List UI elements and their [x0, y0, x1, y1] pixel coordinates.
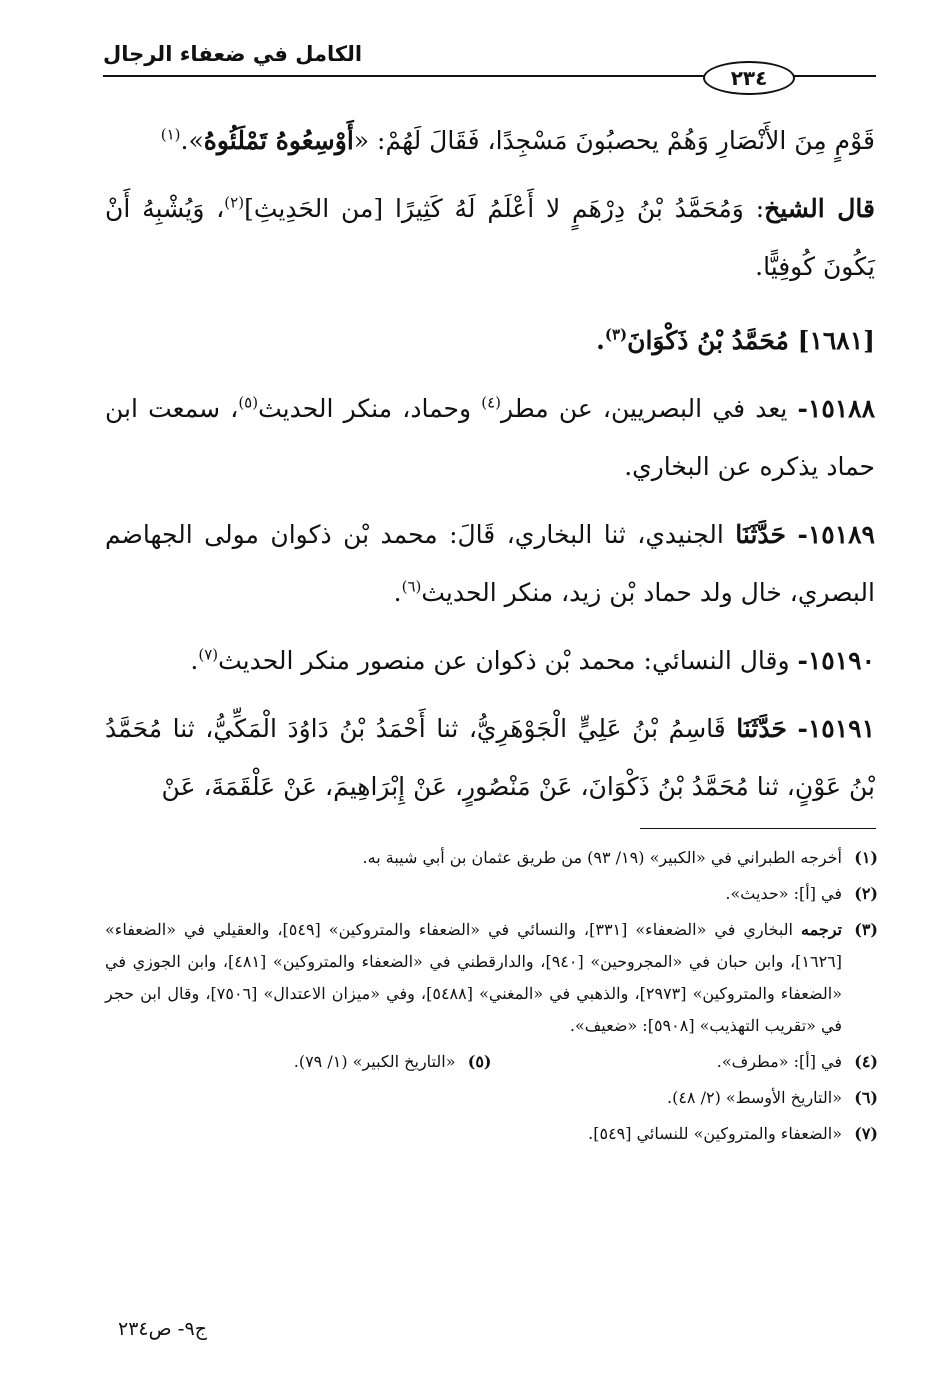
punctuation: . — [596, 326, 605, 355]
footnote-ref-6: (٦) — [401, 577, 422, 596]
footnote-text: «التاريخ الكبير» (١/ ٧٩). — [293, 1052, 456, 1071]
volume-page-signature: ج٩- ص٢٣٤ — [118, 1318, 207, 1340]
main-text — [105, 112, 875, 816]
paragraph-text: ، وَيُشْبِهُ أَنْ يَكُونَ كُوفِيًّا. — [105, 194, 875, 281]
footnote-text: في [أ]: «حديث». — [725, 884, 842, 903]
footnote-text — [105, 914, 842, 1042]
footnote-5 — [105, 1046, 492, 1078]
paragraph-text: وحماد، منكر الحديث — [258, 394, 472, 423]
hadith-15189 — [105, 506, 875, 622]
footnote-ref-4: (٤) — [481, 393, 501, 412]
paragraph-text: يعد في البصريين، عن مطر — [501, 394, 788, 423]
footnote-text: أخرجه الطبراني في «الكبير» (١٩/ ٩٣) من طريق عثمان بن أبي شيبة به. — [362, 848, 842, 867]
footnote-marker: (٤) — [854, 1052, 878, 1071]
footnote-text: «التاريخ الأوسط» (٢/ ٤٨). — [666, 1088, 842, 1107]
footnote-ref-5: (٥) — [238, 393, 259, 412]
footnotes — [105, 842, 878, 1154]
footnote-ref-3: (٣) — [604, 325, 628, 344]
footnote-marker: (٥) — [467, 1052, 492, 1071]
footnote-ref-1: (١) — [160, 125, 181, 144]
footnote-2 — [105, 878, 878, 910]
punctuation: . — [190, 646, 199, 675]
paragraph-text: : وَمُحَمَّدُ بْنُ دِرْهَمٍ لا أَعْلَمُ لَهُ كَثِيرًا [من الحَدِيثِ] — [244, 194, 765, 223]
entry-number: [١٦٨١] — [797, 326, 875, 355]
narration-term: حَدَّثَنَا — [736, 714, 787, 743]
footnote-text: في [أ]: «مطرف». — [716, 1052, 842, 1071]
paragraph-sheikh-comment — [105, 180, 875, 296]
paragraph-text: ، سمعت ابن حماد يذكره عن البخاري. — [105, 394, 875, 481]
paragraph-hadith-end — [105, 112, 875, 170]
hadith-15190 — [105, 632, 875, 690]
entry-name: مُحَمَّدُ بْنُ ذَكْوَانَ — [627, 326, 789, 355]
footnote-3 — [105, 914, 878, 1042]
footnote-1 — [105, 842, 878, 874]
hadith-number: ١٥١٩١- — [797, 714, 876, 743]
punctuation: . — [393, 578, 402, 607]
hadith-number: ١٥١٨٩- — [797, 520, 875, 549]
footnote-7 — [105, 1118, 878, 1150]
hadith-15188 — [105, 380, 875, 496]
running-title: الكامل في ضعفاء الرجال — [103, 42, 363, 66]
footnote-marker: (٣) — [854, 920, 878, 939]
paragraph-text: الجنيدي، ثنا البخاري، قَالَ: محمد بْن ذكوان مولى الجهاضم البصري، خال ولد حماد بْن زيد، منكر الحديث — [105, 520, 875, 607]
footnote-marker: (٦) — [854, 1088, 878, 1107]
footnote-marker: (١) — [854, 848, 878, 867]
quoted-saying: أَوْسِعُوهُ تَمْلَئُوهُ — [203, 126, 354, 155]
entry-heading — [105, 312, 875, 370]
footnote-lead: ترجمه — [801, 920, 842, 939]
paragraph-text: قَوْمٍ مِنَ الأَنْصَارِ وَهُمْ يحصبُونَ مَسْجِدًا، فَقَالَ لَهُمْ: « — [353, 126, 875, 155]
footnote-rule — [640, 828, 876, 829]
page-number: ٢٣٤ — [730, 66, 768, 90]
paragraph-text: ». — [180, 126, 204, 155]
footnote-marker: (٧) — [854, 1124, 878, 1143]
footnote-ref-2: (٢) — [224, 193, 245, 212]
footnote-6 — [105, 1082, 878, 1114]
narration-term: حَدَّثَنَا — [735, 520, 786, 549]
paragraph-text: وقال النسائي: محمد بْن ذكوان عن منصور منكر الحديث — [218, 646, 790, 675]
footnote-marker: (٢) — [854, 884, 878, 903]
footnote-row-4-5 — [105, 1046, 878, 1078]
footnote-4 — [492, 1046, 879, 1078]
paragraph-text: قَاسِمُ بْنُ عَلِيٍّ الْجَوْهَرِيُّ، ثنا أَحْمَدُ بْنُ دَاوُدَ الْمَكِّيُّ، ثنا مُحَمَّدُ بْنُ عَوْنٍ، ثنا مُحَمَّدُ بْنُ ذَكْوَانَ، عَنْ مَنْصُورٍ، عَنْ إِبْرَاهِيمَ، عَنْ عَلْقَمَةَ، عَنْ — [105, 714, 875, 801]
sheikh-label: قال الشيخ — [764, 194, 875, 223]
page-number-badge — [703, 61, 795, 95]
footnote-ref-7: (٧) — [198, 645, 219, 664]
hadith-15191 — [105, 700, 875, 816]
hadith-number: ١٥١٨٨- — [797, 394, 876, 423]
footnote-text: «الضعفاء والمتروكين» للنسائي [٥٤٩]. — [588, 1124, 842, 1143]
footnote-body: البخاري في «الضعفاء» [٣٣١]، والنسائي في «الضعفاء والمتروكين» [٥٤٩]، والعقيلي في «الضعفاء» [١٦٢٦]، وابن حبان في «المجروحين» [٩٤٠]، والدارقطني في «الضعفاء والمتروكين» [٤٨١]، وابن الجوزي في «الضعفاء والمتروكين» [٢٩٧٣]، والذهبي في «المغني» [٥٤٨٨]، وفي «ميزان الاعتدال» [٧٥٠٦]، وقال ابن حجر في «تقريب التهذيب» [٥٩٠٨]: «ضعيف». — [105, 920, 843, 1035]
hadith-number: ١٥١٩٠- — [797, 646, 875, 675]
